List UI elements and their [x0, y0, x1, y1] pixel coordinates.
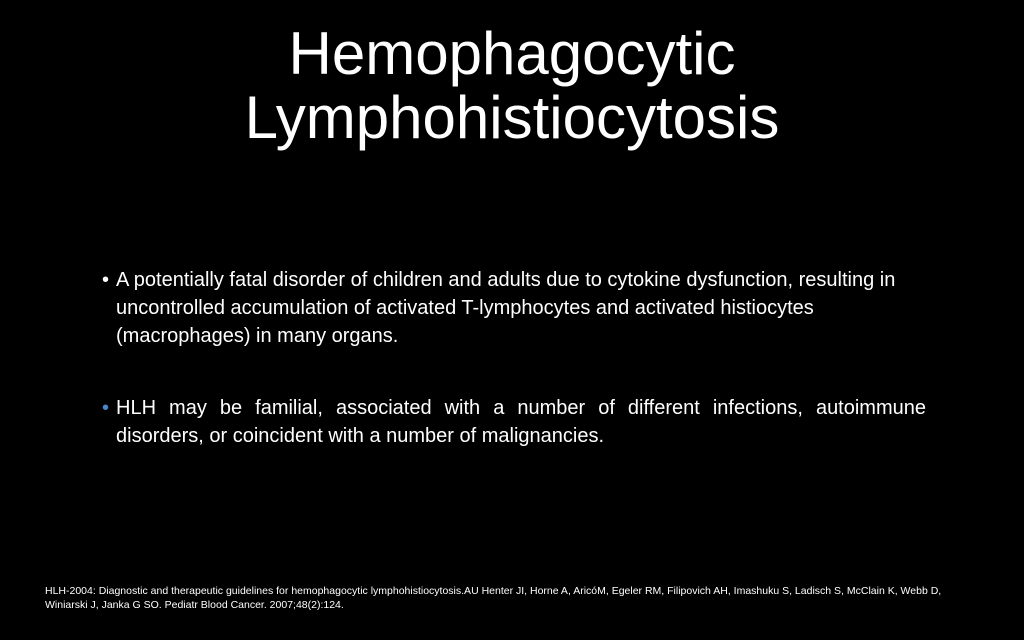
bullet-text: A potentially fatal disorder of children and adults due to cytokine dysfunction, resulting in uncontrolled accumulation of activated T-lymphocytes and activated histiocytes (macrophages) in many organs.	[116, 269, 896, 347]
bullet-dot-icon: •	[102, 397, 110, 419]
citation-footnote: HLH-2004: Diagnostic and therapeutic guidelines for hemophagocytic lymphohistiocytosis.AU Henter JI, Horne A, AricóM, Egeler RM, Filipovich AH, Imashuku S, Ladisch S, McClain K, Webb D, Winiarski J, Janka G SO. Pediatr Blood Cancer. 2007;48(2):124.	[45, 585, 942, 611]
bullet-item	[100, 394, 926, 450]
bullet-list	[100, 266, 926, 450]
bullet-text: HLH may be familial, associated with a number of different infections, autoimmune disorders, or coincident with a number of malignancies.	[116, 397, 926, 447]
bullet-dot-icon: •	[102, 269, 110, 291]
slide-title-line-2: Lymphohistiocytosis	[244, 84, 780, 151]
slide-title	[0, 22, 1024, 150]
slide-title-line-1: Hemophagocytic	[288, 20, 736, 87]
bullet-item	[100, 266, 926, 350]
